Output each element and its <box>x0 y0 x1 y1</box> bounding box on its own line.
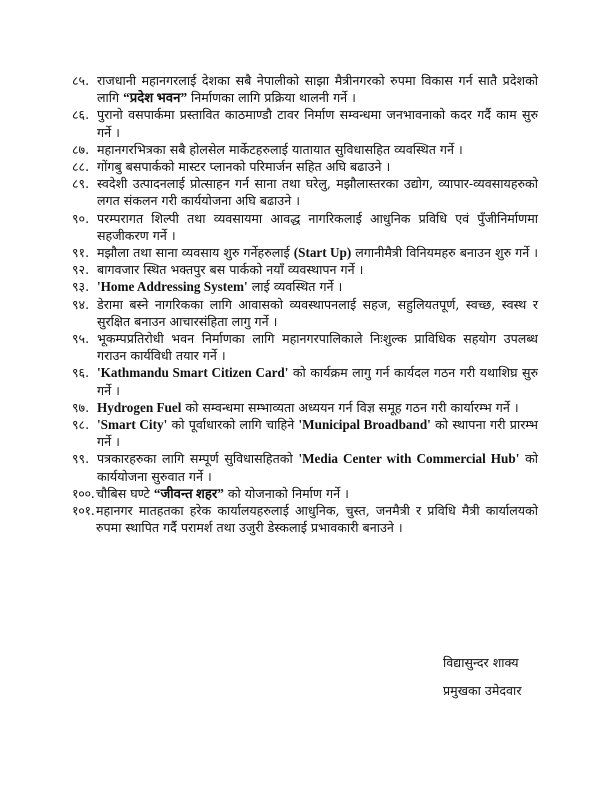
list-item <box>72 210 538 244</box>
signatory-name: विद्यासुन्दर शाक्य <box>443 655 519 670</box>
text-segment: डेरामा बस्ने नागरिकका लागि आवासको व्यवस्थापनलाई सहज, सहुलियतपूर्ण, स्वच्छ, स्वस्थ र सुरक्षित बनाउन आचारसंहिता लागु गर्ने । <box>97 296 538 329</box>
list-item <box>72 330 538 364</box>
emphasis-text: 'Smart City' <box>97 417 168 433</box>
list-item <box>72 158 538 175</box>
list-item <box>72 261 538 278</box>
emphasis-text: “जीवन्त शहर” <box>153 485 224 501</box>
text-segment: को स्थापना गरी प्रारम्भ गर्ने । <box>97 417 538 450</box>
text-segment: को सम्वन्धमा सम्भाव्यता अध्ययन गर्न विज्ञ समूह गठन गरी कार्यारम्भ गर्ने । <box>181 399 519 415</box>
item-text <box>97 261 538 278</box>
list-item <box>72 278 538 295</box>
list-item <box>72 364 538 398</box>
text-segment: स्वदेशी उत्पादनलाई प्रोत्साहन गर्न साना तथा घरेलु, मझौलास्तरका उद्योग, व्यापार-व्यवसायहरुको लगत संकलन गरी कार्ययोजना अघि बढाउने । <box>97 176 538 209</box>
item-number: ९२. <box>72 262 90 278</box>
list-item <box>72 450 538 484</box>
text-segment: को पूर्वाधारको लागि चाहिने <box>167 417 299 433</box>
item-text <box>97 296 538 330</box>
text-segment: को योजनाको निर्माण गर्ने । <box>223 485 349 501</box>
item-number: ८७. <box>72 141 90 157</box>
text-segment: को कार्ययोजना सुरुवात गर्ने । <box>97 451 539 484</box>
text-segment: को कार्यक्रम लागु गर्न कार्यदल गठन गरी यथाशिघ्र सुरु गर्ने । <box>97 365 539 398</box>
emphasis-text: 'Media Center with Commercial Hub' <box>298 451 520 467</box>
item-text <box>96 502 538 536</box>
item-text <box>97 330 538 364</box>
item-number: ९१. <box>72 245 90 261</box>
text-segment: पुरानो वसपार्कमा प्रस्तावित काठमाण्डौ टावर निर्माण सम्वन्धमा जनभावनाको कदर गर्दै काम सुरु गर्ने । <box>97 107 538 140</box>
text-segment: निर्माणका लागि प्रक्रिया थालनी गर्ने । <box>187 90 356 106</box>
item-number: ९८. <box>72 417 90 433</box>
item-text <box>97 278 538 295</box>
item-number: ८६. <box>72 107 90 123</box>
item-text <box>97 399 538 416</box>
list-item <box>72 244 538 261</box>
emphasis-text: “प्रदेश भवन” <box>123 90 188 106</box>
list-item <box>72 141 538 158</box>
item-text <box>97 158 538 175</box>
list-item <box>72 296 538 330</box>
item-text <box>97 416 538 450</box>
item-text <box>97 450 538 484</box>
emphasis-text: 'Home Addressing System' <box>97 279 248 295</box>
emphasis-text: Hydrogen Fuel <box>97 399 182 415</box>
item-number: ९४. <box>72 296 90 312</box>
item-number: ८९. <box>72 176 90 192</box>
text-segment: परम्परागत शिल्पी तथा व्यवसायमा आवद्ध नागरिकलाई आधुनिक प्रविधि एवं पुँजीनिर्माणमा सहजीकरण गर्ने । <box>97 210 538 243</box>
list-item <box>72 399 538 416</box>
item-text <box>97 210 538 244</box>
item-text <box>97 244 538 261</box>
text-segment: भूकम्पप्रतिरोधी भवन निर्माणका लागि महानगरपालिकाले निःशुल्क प्राविधिक सहयोग उपलब्ध गराउन कार्यविधी तयार गर्ने । <box>97 331 538 364</box>
text-segment: महानगर मातहतका हरेक कार्यालयहरुलाई आधुनिक, चुस्त, जनमैत्री र प्रविधि मैत्री कार्यालयको रुपमा स्थापित गर्दै परामर्श तथा उजुरी डेस्कलाई प्रभावकारी बनाउने । <box>96 503 538 536</box>
text-segment: लगानीमैत्री विनियमहरु बनाउन शुरु गर्ने । <box>351 245 538 261</box>
emphasis-text: 'Municipal Broadband' <box>298 417 431 433</box>
item-text <box>97 364 538 398</box>
text-segment: मझौला तथा साना व्यवसाय शुरु गर्नेहरुलाई <box>97 245 294 261</box>
text-segment: गोंगबु बसपार्कको मास्टर प्लानको परिमार्जन सहित अघि बढाउने । <box>97 159 391 175</box>
text-segment: राजधानी महानगरलाई देशका सबै नेपालीको साझा मैत्रीनगरको रुपमा विकास गर्न सातै प्रदेशको लागि <box>97 73 538 106</box>
item-number: ९६. <box>72 365 90 381</box>
item-number: १००. <box>72 485 95 501</box>
text-segment: चौबिस घण्टे <box>96 485 154 501</box>
list-item <box>72 72 538 106</box>
signatory-role: प्रमुखका उमेदवार <box>443 683 522 698</box>
item-number: ९९. <box>72 451 90 467</box>
item-number: ९५. <box>72 331 90 347</box>
list-item <box>72 416 538 450</box>
text-segment: महानगरभित्रका सबै होलसेल मार्केटहरुलाई यातायात सुविधासहित व्यवस्थित गर्ने । <box>97 141 463 157</box>
item-number: ८५. <box>72 73 90 88</box>
item-text <box>97 141 538 158</box>
emphasis-text: (Start Up) <box>293 245 352 261</box>
list-item <box>72 175 538 209</box>
text-segment: बागवजार स्थित भक्तपुर बस पार्कको नयाँ व्यवस्थापन गर्ने । <box>97 262 364 278</box>
list-item <box>72 485 538 502</box>
list-item <box>72 106 538 140</box>
text-segment: लाई व्यवस्थित गर्ने । <box>247 279 343 295</box>
item-text <box>97 175 538 209</box>
item-text <box>97 106 538 140</box>
item-number: ९०. <box>72 210 90 226</box>
item-text <box>97 72 538 106</box>
manifesto-list <box>72 72 538 536</box>
item-number: ९३. <box>72 279 90 295</box>
list-item <box>72 502 538 536</box>
item-number: ८८. <box>72 159 90 175</box>
item-number: ९७. <box>72 399 90 415</box>
item-text <box>96 485 538 502</box>
item-number: १०१. <box>72 503 95 519</box>
emphasis-text: 'Kathmandu Smart Citizen Card' <box>97 365 289 381</box>
text-segment: पत्रकारहरुका लागि सम्पूर्ण सुविधासहितको <box>97 451 299 467</box>
